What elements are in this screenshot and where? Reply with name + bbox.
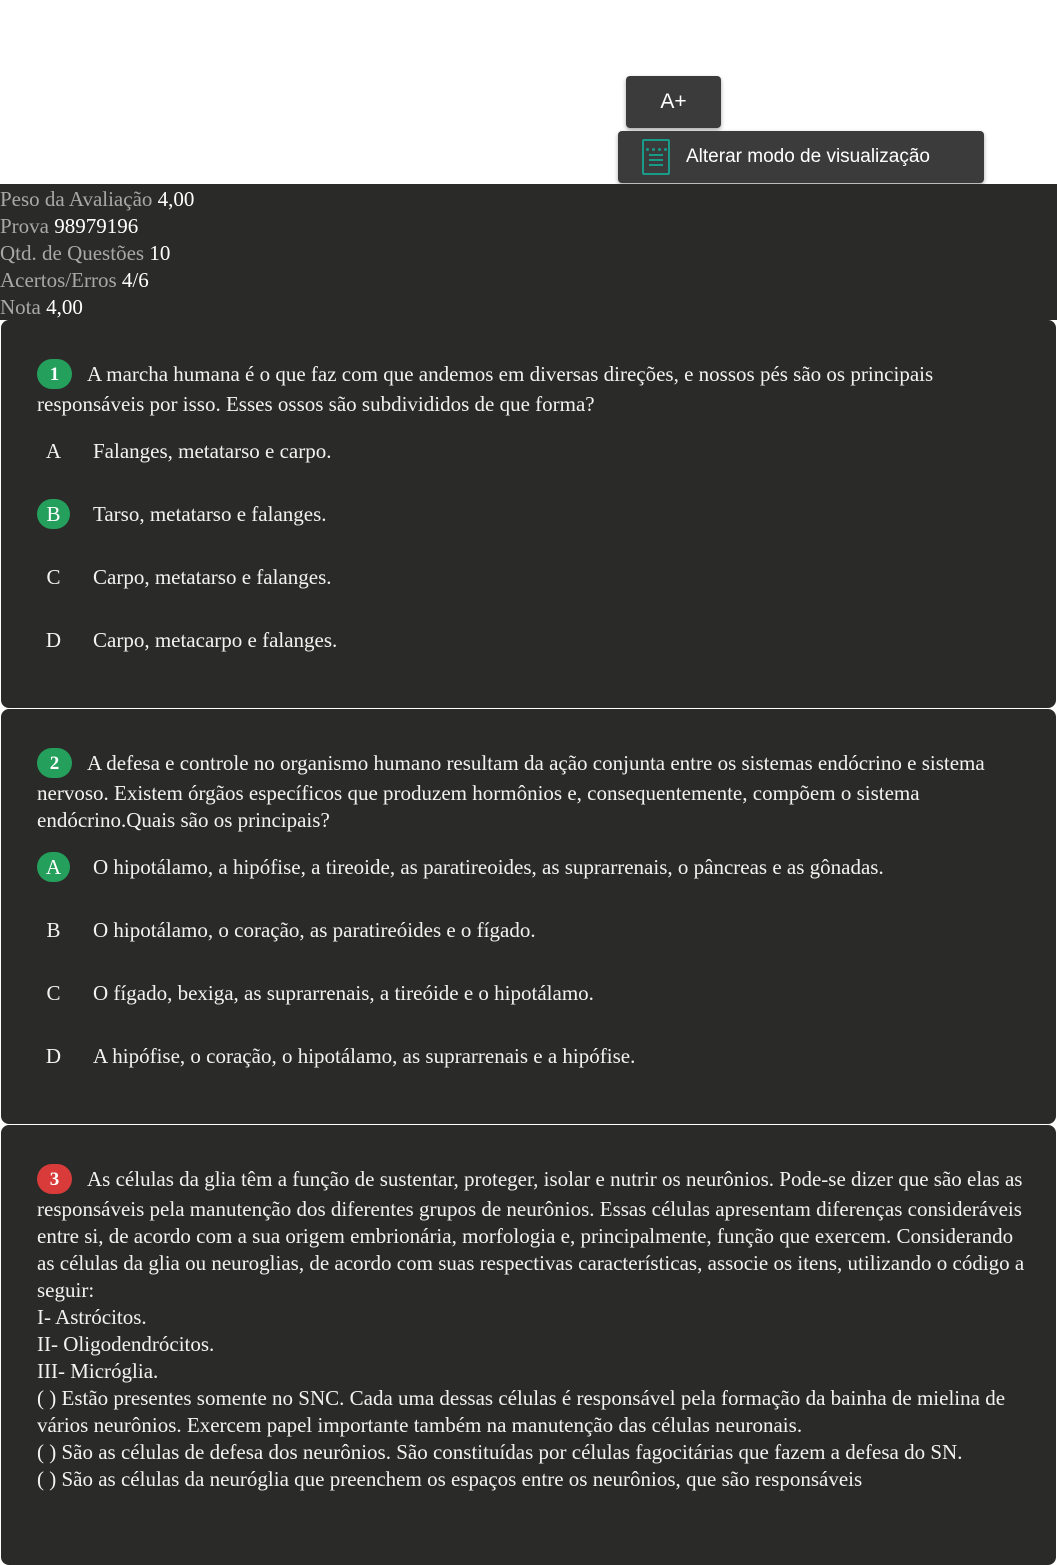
option-text: O fígado, bexiga, as suprarrenais, a tireóide e o hipotálamo. bbox=[93, 980, 594, 1005]
option-d[interactable] bbox=[37, 1041, 635, 1071]
increase-font-button[interactable]: A+ bbox=[626, 76, 721, 128]
option-text: Falanges, metatarso e carpo. bbox=[93, 438, 332, 463]
exam-summary bbox=[0, 184, 1057, 320]
option-b[interactable] bbox=[37, 499, 327, 529]
option-letter: D bbox=[45, 1043, 62, 1068]
option-text: O hipotálamo, a hipófise, a tireoide, as paratireoides, as suprarrenais, o pâncreas e as gônadas. bbox=[93, 854, 884, 879]
option-c[interactable] bbox=[37, 978, 594, 1008]
question-card-1 bbox=[1, 320, 1056, 708]
document-view-icon bbox=[642, 139, 670, 175]
question-line: ( ) Estão presentes somente no SNC. Cada uma dessas células é responsável pela formação da bainha de mielina de vários neurônios. Exercem papel importante também na manutenção das células neuronais. bbox=[37, 1386, 1006, 1438]
summary-question-count: Qtd. de Questões 10 bbox=[0, 241, 171, 265]
question-line: III- Micróglia. bbox=[37, 1359, 159, 1384]
option-b[interactable] bbox=[37, 915, 536, 945]
option-letter: A bbox=[45, 438, 62, 463]
option-text: O hipotálamo, o coração, as paratireóides e o fígado. bbox=[93, 917, 536, 942]
option-letter: C bbox=[46, 564, 61, 589]
question-line: I- Astrócitos. bbox=[37, 1305, 147, 1330]
question-number-badge: 2 bbox=[37, 748, 72, 778]
summary-grade: Nota 4,00 bbox=[0, 295, 83, 319]
question-line: II- Oligodendrócitos. bbox=[37, 1332, 215, 1357]
option-text: Tarso, metatarso e falanges. bbox=[93, 501, 327, 526]
question-line: ( ) São as células da neuróglia que preenchem os espaços entre os neurônios, que são responsáveis bbox=[37, 1467, 863, 1492]
option-text: Carpo, metatarso e falanges. bbox=[93, 564, 332, 589]
change-view-mode-button[interactable] bbox=[618, 131, 984, 183]
option-text: Carpo, metacarpo e falanges. bbox=[93, 627, 338, 652]
question-number-badge: 1 bbox=[37, 359, 72, 389]
question-card-2 bbox=[1, 709, 1056, 1124]
summary-hits-errors: Acertos/Erros 4/6 bbox=[0, 268, 149, 292]
option-a[interactable] bbox=[37, 436, 332, 466]
option-c[interactable] bbox=[37, 562, 332, 592]
question-text: 1 A marcha humana é o que faz com que andemos em diversas direções, e nossos pés são os principais responsáveis por isso. Esses ossos são subdivididos de que forma? bbox=[37, 361, 1026, 418]
top-toolbar bbox=[0, 0, 1057, 184]
summary-weight: Peso da Avaliação 4,00 bbox=[0, 187, 195, 211]
question-number-badge: 3 bbox=[37, 1164, 72, 1194]
view-mode-label: Alterar modo de visualização bbox=[686, 146, 930, 167]
option-letter: D bbox=[45, 627, 62, 652]
option-text: A hipófise, o coração, o hipotálamo, as suprarrenais e a hipófise. bbox=[93, 1043, 636, 1068]
option-letter: B bbox=[46, 917, 61, 942]
question-text: 2 A defesa e controle no organismo humano resultam da ação conjunta entre os sistemas endócrino e sistema nervoso. Existem órgãos específicos que produzem hormônios e, consequentemente, compõem o sistema endócrino.Quais são os principais? bbox=[37, 750, 1026, 834]
option-a[interactable] bbox=[37, 852, 884, 882]
option-letter-selected: A bbox=[37, 852, 70, 882]
option-letter: C bbox=[46, 980, 61, 1005]
question-text: 3 As células da glia têm a função de sustentar, proteger, isolar e nutrir os neurônios. Pode-se dizer que são elas as responsáveis pela manutenção dos diferentes grupos de neurônios. Essas células apresentam diferenças consideráveis entre si, de acordo com a sua origem embrionária, morfologia e, principalmente, função que exercem. Considerando as células da glia ou neuroglias, de acordo com suas respectivas características, associe os itens, utilizando o código a seguir: I- Astrócitos. II- Oligodendrócitos. III- Micróglia. ( ) Estão presentes somente no SNC. Cada uma dessas células é responsável pela formação da bainha de mielina de vários neurônios. Exercem papel importante também na manutenção das células neuronais. ( ) São as células de defesa dos neurônios. São constituídas por células fagocitárias que fazem a defesa do SN. ( ) São as células da neuróglia que preenchem os espaços entre os neurônios, que são responsáveis bbox=[37, 1166, 1026, 1493]
option-letter-selected: B bbox=[37, 499, 70, 529]
option-d[interactable] bbox=[37, 625, 337, 655]
question-card-3 bbox=[1, 1125, 1056, 1565]
question-line: ( ) São as células de defesa dos neurônios. São constituídas por células fagocitárias que fazem a defesa do SN. bbox=[37, 1440, 963, 1465]
summary-exam: Prova 98979196 bbox=[0, 214, 139, 238]
